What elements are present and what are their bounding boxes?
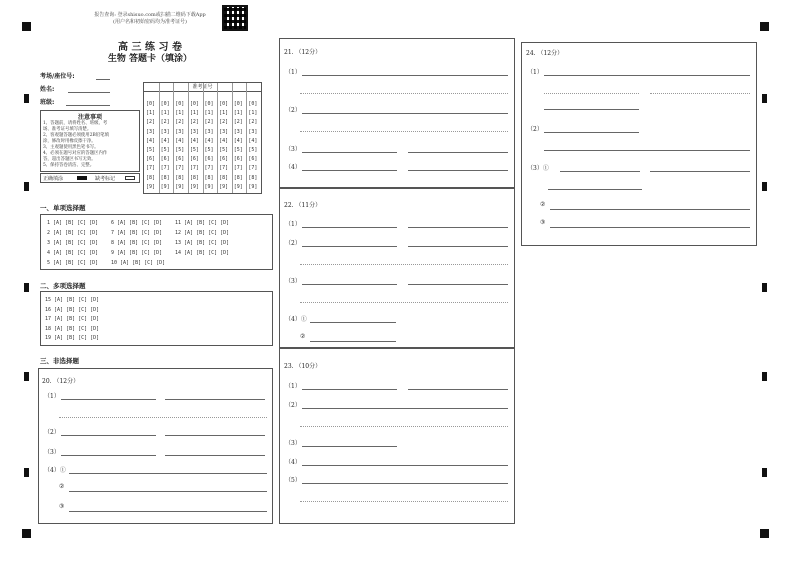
q24-part3-line[interactable]	[560, 171, 640, 172]
alignment-mark	[24, 468, 29, 477]
admission-digit-bubble[interactable]: [5]	[146, 147, 156, 153]
q20-part4c-line[interactable]	[69, 511, 267, 512]
q22-part2-line[interactable]	[302, 246, 397, 247]
alignment-mark	[22, 22, 31, 31]
admission-digit-bubble[interactable]: [2]	[204, 119, 214, 126]
q21-part2-label: （2）	[285, 107, 301, 114]
alignment-mark	[762, 468, 767, 477]
multi-choice-option[interactable]: 16 [A] [B] [C] [D]	[45, 306, 100, 313]
admission-label: 准考证号	[144, 83, 261, 92]
admission-digit-bubble[interactable]: [4]	[233, 137, 243, 144]
q24-part3b-label: ②	[540, 201, 546, 208]
admission-digit-bubble[interactable]: [3]	[233, 128, 243, 135]
multi-choice-option[interactable]: 17 [A] [B] [C] [D]	[45, 316, 100, 322]
admission-digit-bubble[interactable]: [1]	[233, 110, 243, 117]
admission-digit-bubble[interactable]: [6]	[146, 156, 156, 163]
admission-digit-bubble[interactable]: [1]	[160, 110, 170, 117]
admission-digit-bubble[interactable]: [3]	[204, 128, 214, 135]
admission-digit-bubble[interactable]: [7]	[204, 165, 214, 172]
q24-part3c-line[interactable]	[550, 227, 750, 228]
q20-part2-line[interactable]	[165, 435, 265, 436]
q24-part1-line[interactable]	[650, 93, 750, 94]
absent-mark-checkbox[interactable]	[125, 176, 135, 180]
q24-part3c-label: ③	[540, 219, 546, 226]
q22-part3-line[interactable]	[302, 284, 397, 285]
admission-digit-bubble[interactable]: [5]	[219, 147, 229, 153]
q24-part2-line[interactable]	[544, 132, 639, 133]
q21-part1-line[interactable]	[300, 93, 508, 94]
single-choice-option[interactable]: 9 [A] [B] [C] [D]	[111, 250, 163, 256]
report-notice-line1: 报告查询: 登录shisuo.com或扫描二维码下载App	[94, 12, 206, 18]
single-choice-option[interactable]: 13 [A] [B] [C] [D]	[175, 240, 230, 246]
q24-part1-line[interactable]	[544, 109, 639, 110]
exam-room-field[interactable]	[96, 79, 110, 80]
admission-digit-columns	[144, 91, 261, 193]
q24-answer-box	[521, 42, 757, 246]
admission-digit-bubble[interactable]: [4]	[204, 137, 214, 144]
admission-digit-bubble[interactable]: [1]	[189, 110, 199, 117]
q20-part4-line[interactable]	[69, 473, 267, 474]
multi-choice-option[interactable]: 19 [A] [B] [C] [D]	[45, 335, 100, 341]
single-choice-option[interactable]: 6 [A] [B] [C] [D]	[111, 220, 163, 226]
q20-part4b-line[interactable]	[69, 491, 267, 492]
alignment-mark	[762, 372, 767, 381]
q23-part3-label: （3）	[285, 440, 301, 447]
q23-part5-label: （5）	[285, 477, 301, 484]
admission-column-divider	[159, 83, 160, 193]
q20-part3-line[interactable]	[61, 455, 156, 456]
q24-title: 24. （12分）	[526, 50, 564, 57]
q22-part4-label: （4）①	[285, 316, 307, 323]
q22-part3-line[interactable]	[408, 284, 508, 285]
q22-part4-line[interactable]	[310, 322, 396, 323]
admission-digit-bubble[interactable]: [4]	[160, 137, 170, 144]
alignment-mark	[24, 372, 29, 381]
report-notice	[80, 12, 220, 26]
admission-digit-bubble[interactable]: [7]	[219, 165, 229, 172]
q23-part5-line[interactable]	[300, 501, 508, 502]
admission-digit-bubble[interactable]: [8]	[146, 174, 156, 181]
admission-digit-bubble[interactable]: [2]	[248, 119, 258, 126]
instruction-item: 4、必须在题号对应的答题区内作	[43, 151, 108, 156]
admission-digit-bubble[interactable]: [1]	[175, 110, 185, 117]
q21-part3-line[interactable]	[408, 152, 508, 153]
admission-digit-bubble[interactable]: [0]	[219, 101, 229, 107]
report-notice-line2: (用户名和初始密码均为准考证号)	[113, 19, 187, 25]
q24-part2-label: （2）	[527, 126, 543, 133]
single-choice-option[interactable]: 8 [A] [B] [C] [D]	[111, 240, 163, 246]
admission-digit-bubble[interactable]: [5]	[204, 147, 214, 153]
admission-digit-bubble[interactable]: [0]	[146, 101, 156, 107]
admission-digit-bubble[interactable]: [4]	[189, 137, 199, 144]
admission-digit-bubble[interactable]: [4]	[219, 137, 229, 144]
admission-digit-bubble[interactable]: [4]	[248, 137, 258, 144]
instruction-item: 3、主观题使用黑色笔书写。	[43, 145, 99, 150]
qr-code	[222, 5, 248, 31]
q24-part1-label: （1）	[527, 69, 543, 76]
admission-digit-bubble[interactable]: [7]	[175, 165, 185, 172]
admission-digit-bubble[interactable]: [0]	[204, 101, 214, 107]
class-label: 班级:	[40, 99, 55, 106]
q20-part4-label: （4）①	[44, 467, 66, 474]
q20-title: 20. （12分）	[42, 378, 80, 385]
q20-part4b-label: ②	[59, 483, 65, 490]
admission-digit-bubble[interactable]: [3]	[189, 128, 199, 135]
admission-column-divider	[173, 83, 174, 193]
q21-part4-line[interactable]	[302, 170, 397, 171]
admission-digit-bubble[interactable]: [1]	[248, 110, 258, 117]
alignment-mark	[24, 283, 29, 292]
admission-digit-bubble[interactable]: [5]	[175, 147, 185, 153]
alignment-mark	[24, 94, 29, 103]
page-subtitle: 生物 答题卡（填涂）	[107, 54, 193, 64]
single-choice-option[interactable]: 11 [A] [B] [C] [D]	[175, 220, 230, 226]
alignment-mark	[760, 22, 769, 31]
q24-part1-line[interactable]	[544, 93, 639, 94]
admission-digit-bubble[interactable]: [3]	[219, 128, 229, 135]
page-title: 高 三 练 习 卷	[118, 42, 182, 53]
instructions-list	[41, 121, 139, 169]
q22-part2-line[interactable]	[300, 264, 508, 265]
q21-part3-line[interactable]	[302, 152, 397, 153]
admission-digit-bubble[interactable]: [3]	[248, 128, 258, 135]
admission-digit-bubble[interactable]: [0]	[175, 101, 185, 107]
q21-answer-box	[279, 38, 515, 188]
admission-column-divider	[188, 83, 189, 193]
single-choice-option[interactable]: 2 [A] [B] [C] [D]	[47, 230, 99, 236]
admission-digit-bubble[interactable]: [1]	[219, 110, 229, 117]
section2-box	[40, 291, 273, 346]
q24-part3-label: （3）①	[527, 165, 549, 172]
alignment-mark	[760, 529, 769, 538]
single-choice-option[interactable]: 12 [A] [B] [C] [D]	[175, 230, 230, 236]
admission-digit-bubble[interactable]: [5]	[160, 147, 170, 153]
admission-digit-bubble[interactable]: [0]	[189, 101, 199, 107]
q20-part4c-label: ③	[59, 503, 65, 510]
admission-digit-bubble[interactable]: [1]	[204, 110, 214, 117]
admission-digit-bubble[interactable]: [4]	[146, 137, 156, 144]
admission-digit-bubble[interactable]: [2]	[160, 119, 170, 126]
name-field[interactable]	[68, 92, 110, 93]
admission-digit-bubble[interactable]: [3]	[160, 128, 170, 135]
q20-part2-label: （2）	[44, 429, 60, 436]
single-choice-option[interactable]: 1 [A] [B] [C] [D]	[47, 220, 99, 226]
q22-part1-line[interactable]	[302, 227, 397, 228]
q24-part1-line[interactable]	[544, 75, 750, 76]
absent-mark-label: 缺考标记	[95, 176, 116, 182]
admission-digit-bubble[interactable]: [1]	[146, 110, 156, 117]
instruction-item: 1、答题前，请将姓名、班级、考	[43, 121, 108, 126]
q23-part2-line[interactable]	[302, 408, 508, 409]
q21-part2-line[interactable]	[300, 131, 508, 132]
q21-part2-line[interactable]	[302, 113, 508, 114]
q23-part2-label: （2）	[285, 402, 301, 409]
admission-digit-bubble[interactable]: [4]	[175, 137, 185, 144]
q20-part1-line[interactable]	[59, 417, 267, 418]
admission-digit-bubble[interactable]: [2]	[233, 119, 243, 126]
instruction-item: 5、保持答卷清洁、完整。	[43, 163, 95, 168]
q22-part1-label: （1）	[285, 221, 301, 228]
admission-digit-bubble[interactable]: [0]	[160, 101, 170, 107]
section1-box	[40, 214, 273, 270]
instruction-item: 场、准考证号填写清楚。	[43, 127, 92, 132]
admission-digit-bubble[interactable]: [2]	[189, 119, 199, 126]
admission-digit-bubble[interactable]: [9]	[248, 183, 258, 190]
admission-column-divider	[203, 83, 204, 193]
q21-part4-label: （4）	[285, 164, 301, 171]
q22-part1-line[interactable]	[408, 227, 508, 228]
single-choice-option[interactable]: 7 [A] [B] [C] [D]	[111, 230, 163, 236]
q24-part2-line[interactable]	[544, 150, 750, 151]
admission-number-grid	[143, 82, 262, 194]
q22-part3-label: （3）	[285, 278, 301, 285]
q23-part1-line[interactable]	[302, 389, 397, 390]
admission-digit-bubble[interactable]: [9]	[204, 183, 214, 190]
admission-digit-bubble[interactable]: [3]	[146, 128, 156, 135]
q21-part1-line[interactable]	[302, 75, 508, 76]
admission-digit-bubble[interactable]: [2]	[146, 119, 156, 126]
q23-part5-line[interactable]	[302, 483, 508, 484]
admission-digit-bubble[interactable]: [6]	[248, 156, 258, 163]
q22-part4b-label: ②	[300, 333, 306, 340]
q21-part4-line[interactable]	[408, 170, 508, 171]
admission-digit-bubble[interactable]: [8]	[248, 174, 258, 181]
q23-part2-line[interactable]	[300, 426, 508, 427]
q23-part4-label: （4）	[285, 459, 301, 466]
admission-digit-bubble[interactable]: [2]	[175, 119, 185, 126]
correct-fill-label: 正确填涂	[43, 176, 64, 182]
q20-part3-line[interactable]	[165, 455, 265, 456]
q22-title: 22. （11分）	[284, 202, 322, 209]
class-field[interactable]	[66, 105, 110, 106]
admission-column-divider	[232, 83, 233, 193]
admission-digit-bubble[interactable]: [0]	[248, 101, 258, 107]
admission-digit-bubble[interactable]: [8]	[219, 174, 229, 181]
admission-digit-bubble[interactable]: [2]	[219, 119, 229, 126]
admission-digit-bubble[interactable]: [6]	[189, 156, 199, 163]
q23-answer-box	[279, 348, 515, 524]
alignment-mark	[762, 182, 767, 191]
q22-part4b-line[interactable]	[310, 341, 396, 342]
q24-part3-line[interactable]	[548, 189, 642, 190]
admission-digit-bubble[interactable]: [6]	[160, 156, 170, 163]
admission-digit-bubble[interactable]: [9]	[175, 183, 185, 190]
admission-column-divider	[246, 83, 247, 193]
admission-digit-bubble[interactable]: [6]	[175, 156, 185, 163]
q23-part1-line[interactable]	[408, 389, 508, 390]
alignment-mark	[762, 94, 767, 103]
admission-digit-bubble[interactable]: [8]	[204, 174, 214, 181]
alignment-mark	[22, 529, 31, 538]
admission-digit-bubble[interactable]: [6]	[204, 156, 214, 163]
correct-fill-sample	[77, 176, 87, 180]
exam-room-label: 考场/座位号:	[40, 73, 75, 80]
q20-answer-box	[38, 368, 273, 524]
admission-digit-bubble[interactable]: [7]	[160, 165, 170, 172]
q22-part2-line[interactable]	[408, 246, 508, 247]
q20-part1-line[interactable]	[61, 399, 156, 400]
admission-digit-bubble[interactable]: [7]	[248, 165, 258, 172]
q22-part2-label: （2）	[285, 240, 301, 247]
q23-part1-label: （1）	[285, 383, 301, 390]
q24-part3-line[interactable]	[650, 171, 750, 172]
instruction-item: 涂，修改时用橡皮擦干净。	[43, 139, 96, 144]
admission-digit-bubble[interactable]: [6]	[219, 156, 229, 163]
single-choice-option[interactable]: 5 [A] [B] [C] [D]	[47, 260, 99, 266]
admission-digit-bubble[interactable]: [5]	[233, 147, 243, 153]
admission-digit-bubble[interactable]: [3]	[175, 128, 185, 135]
admission-digit-bubble[interactable]: [9]	[233, 183, 243, 190]
q20-part1-label: （1）	[44, 393, 60, 400]
admission-digit-bubble[interactable]: [9]	[219, 183, 229, 190]
single-choice-option[interactable]: 14 [A] [B] [C] [D]	[175, 250, 230, 256]
q20-part3-label: （3）	[44, 449, 60, 456]
q22-part3-line[interactable]	[300, 302, 508, 303]
admission-digit-bubble[interactable]: [0]	[233, 101, 243, 107]
q21-part1-label: （1）	[285, 69, 301, 76]
admission-digit-bubble[interactable]: [9]	[189, 183, 199, 190]
q23-part3-line[interactable]	[302, 446, 397, 447]
section1-title: 一、单项选择题	[40, 204, 86, 212]
q22-answer-box	[279, 188, 515, 348]
multi-choice-option[interactable]: 15 [A] [B] [C] [D]	[45, 297, 100, 303]
name-label: 姓名:	[40, 86, 55, 93]
admission-digit-bubble[interactable]: [9]	[160, 183, 170, 190]
admission-digit-bubble[interactable]: [5]	[189, 147, 199, 153]
instruction-item: 答，超出答题区书写无效。	[43, 157, 96, 162]
admission-digit-bubble[interactable]: [8]	[175, 174, 185, 181]
admission-digit-bubble[interactable]: [7]	[189, 165, 199, 172]
fill-legend	[40, 173, 140, 183]
q24-part3b-line[interactable]	[550, 209, 750, 210]
alignment-mark	[24, 182, 29, 191]
admission-digit-bubble[interactable]: [8]	[160, 174, 170, 181]
q20-part2-line[interactable]	[61, 435, 156, 436]
section3-title: 三、非选择题	[40, 357, 79, 365]
q23-title: 23. （10分）	[284, 363, 322, 370]
instruction-item: 2、客观题答题必须使用2B铅笔填	[43, 133, 109, 138]
admission-digit-bubble[interactable]: [8]	[233, 174, 243, 181]
single-choice-option[interactable]: 10 [A] [B] [C] [D]	[111, 260, 166, 266]
admission-digit-bubble[interactable]: [5]	[248, 147, 258, 153]
instructions-title: 注意事项	[77, 114, 102, 121]
admission-digit-bubble[interactable]: [6]	[233, 156, 243, 163]
single-choice-option[interactable]: 4 [A] [B] [C] [D]	[47, 250, 99, 256]
admission-digit-bubble[interactable]: [7]	[146, 165, 156, 172]
q21-title: 21. （12分）	[284, 49, 322, 56]
admission-digit-bubble[interactable]: [9]	[146, 183, 156, 190]
q21-part3-label: （3）	[285, 146, 301, 153]
single-choice-option[interactable]: 3 [A] [B] [C] [D]	[47, 240, 99, 246]
admission-column-divider	[217, 83, 218, 193]
section2-title: 二、多项选择题	[40, 282, 86, 290]
admission-digit-bubble[interactable]: [8]	[189, 174, 199, 181]
alignment-mark	[762, 283, 767, 292]
q20-part1-line[interactable]	[165, 399, 265, 400]
admission-digit-bubble[interactable]: [7]	[233, 165, 243, 172]
multi-choice-option[interactable]: 18 [A] [B] [C] [D]	[45, 325, 100, 332]
instructions-box	[40, 110, 140, 172]
q23-part4-line[interactable]	[302, 465, 508, 466]
